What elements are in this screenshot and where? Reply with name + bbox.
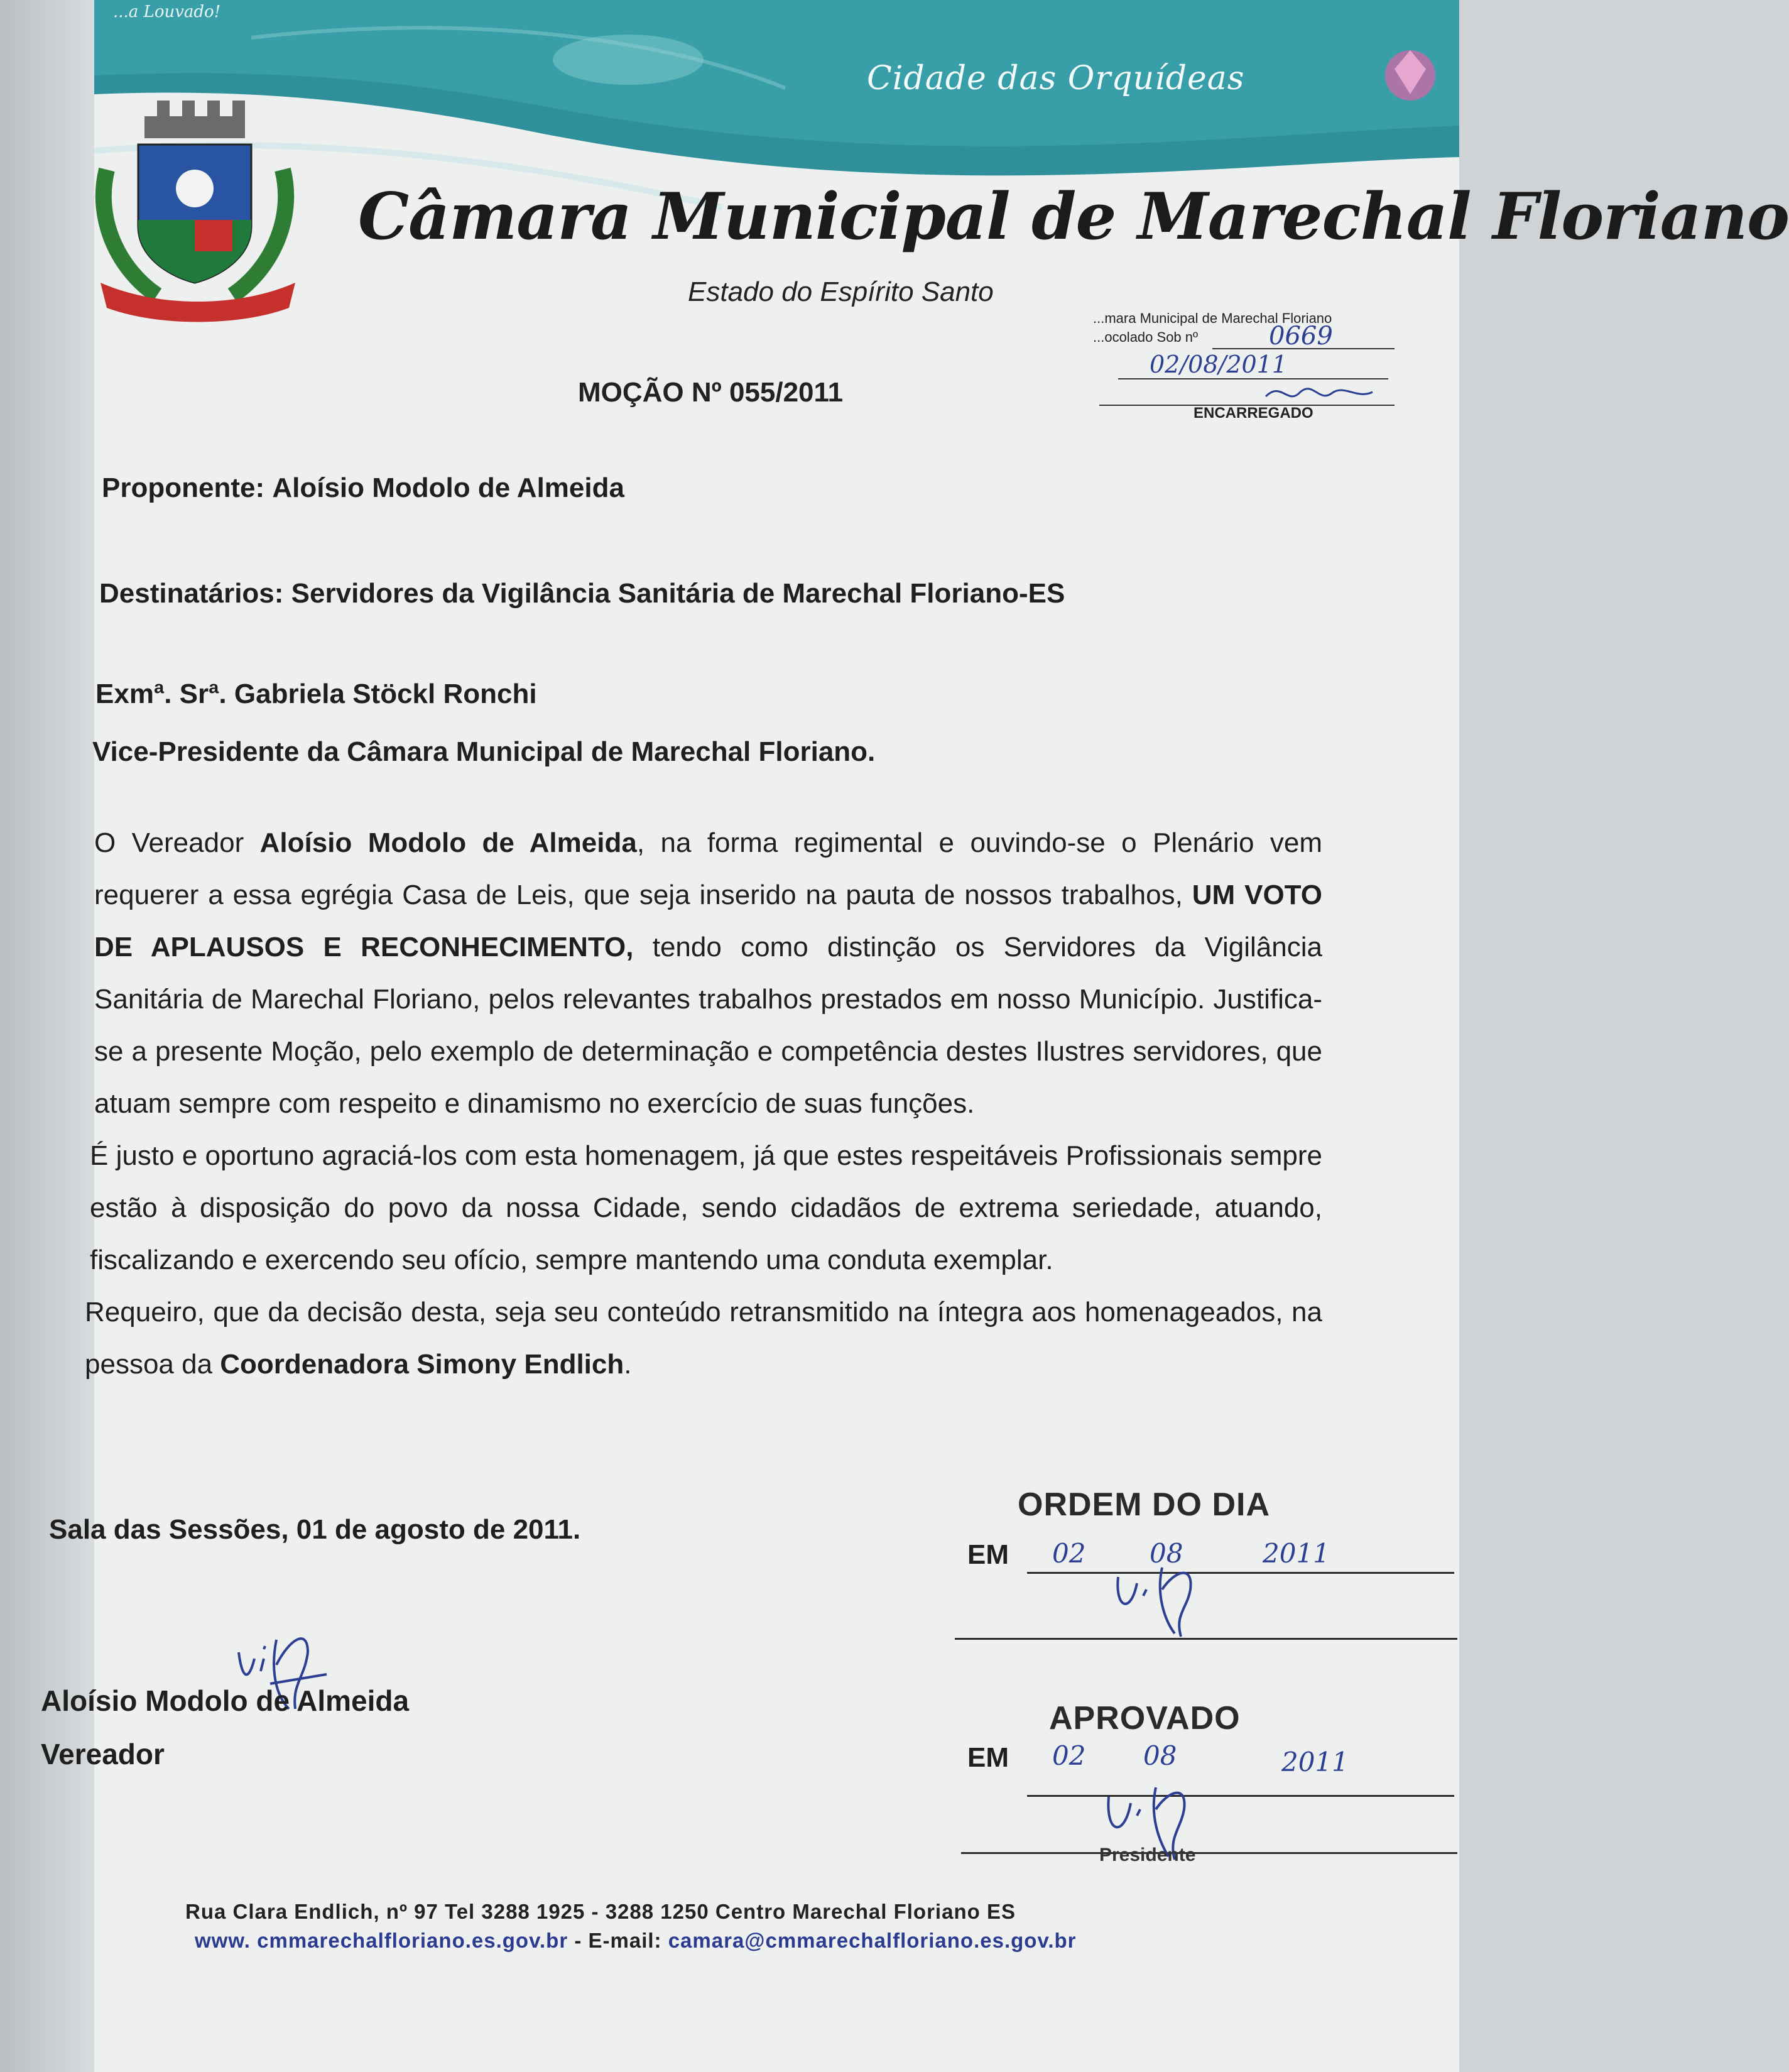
stamp-signature-icon <box>1263 381 1376 406</box>
approved-year: 2011 <box>1281 1747 1349 1777</box>
order-signature-icon <box>1112 1558 1237 1640</box>
approved-role: Presidente <box>1099 1845 1196 1865</box>
recipients-line <box>99 578 1065 609</box>
proponent-label: Proponente: <box>102 472 265 503</box>
paragraph-1: O Vereador Aloísio Modolo de Almeida, na forma regimental e ouvindo-se o Plenário vem requerer a essa egrégia Casa de Leis, que seja inserido na pauta de nossos trabalhos, UM VOTO DE APLAUSOS E RECONHECIMENTO, tendo como distinção os Servidores da Vigilância Sanitária de Marechal Floriano, pelos relevantes trabalhos prestados em nosso Município. Justifica-se a presente Moção, pelo exemplo de determinação e competência destes Ilustres servidores, que atuam sempre com respeito e dinamismo no exercício de suas funções. <box>94 827 1322 1119</box>
place-date: Sala das Sessões, 01 de agosto de 2011. <box>49 1514 581 1545</box>
document-body <box>60 817 1322 1390</box>
addressee-name: Exmª. Srª. Gabriela Stöckl Ronchi <box>95 679 537 709</box>
stamp-date-line <box>1118 378 1388 379</box>
order-title: ORDEM DO DIA <box>1018 1486 1270 1523</box>
order-month: 08 <box>1150 1538 1183 1569</box>
order-date-line <box>1027 1572 1454 1574</box>
city-slogan: Cidade das Orquídeas <box>867 60 1245 97</box>
recipients-label: Destinatários: <box>99 578 284 609</box>
coat-of-arms-icon <box>94 94 308 327</box>
footer-website[interactable]: www. cmmarechalfloriano.es.gov.br <box>195 1929 568 1952</box>
order-day: 02 <box>1052 1538 1086 1569</box>
document-title: MOÇÃO Nº 055/2011 <box>578 377 844 408</box>
signer-name: Aloísio Modolo de Almeida <box>41 1684 410 1717</box>
footer-address: Rua Clara Endlich, nº 97 Tel 3288 1925 - 3288 1250 Centro Marechal Floriano ES <box>185 1900 1016 1923</box>
order-year: 2011 <box>1263 1538 1330 1569</box>
signer-role: Vereador <box>41 1738 165 1770</box>
document-page <box>41 0 1789 2072</box>
paragraph-3: Requeiro, que da decisão desta, seja seu conteúdo retransmitido na íntegra aos homenageados, na pessoa da Coordenadora Simony Endlich. <box>85 1297 1322 1380</box>
state-name: Estado do Espírito Santo <box>688 276 994 307</box>
approved-month: 08 <box>1143 1740 1177 1771</box>
motto-fragment: ...a Louvado! <box>113 3 221 21</box>
proponent-line <box>102 472 624 504</box>
approved-title: APROVADO <box>1049 1700 1241 1737</box>
footer-contact <box>195 1929 1077 1953</box>
footer-email-separator: - E-mail: <box>568 1929 668 1952</box>
order-em-label: EM <box>967 1539 1009 1570</box>
proponent-name: Aloísio Modolo de Almeida <box>272 472 624 503</box>
stamp-line1: ...mara Municipal de Marechal Floriano <box>1093 310 1332 326</box>
recipients-value: Servidores da Vigilância Sanitária de Marechal Floriano-ES <box>291 578 1065 609</box>
addressee-role: Vice-Presidente da Câmara Municipal de Marechal Floriano. <box>92 736 876 767</box>
signer-block <box>41 1674 409 1781</box>
institution-title: Câmara Municipal de Marechal Floriano <box>358 179 1789 254</box>
approved-em-label: EM <box>967 1742 1009 1773</box>
protocol-stamp <box>1093 310 1407 423</box>
paragraph-2: É justo e oportuno agraciá-los com esta homenagem, já que estes respeitáveis Profissionais sempre estão à disposição do povo da nossa Cidade, sendo cidadãos de extrema seriedade, atuando, fiscalizando e exercendo seu ofício, sempre mantendo uma conduta exemplar. <box>90 1140 1322 1275</box>
stamp-role: ENCARREGADO <box>1194 405 1313 422</box>
stamp-line2: ...ocolado Sob nº <box>1093 329 1199 345</box>
stamp-date: 02/08/2011 <box>1150 351 1288 378</box>
stamp-number: 0669 <box>1269 322 1333 351</box>
footer-email[interactable]: camara@cmmarechalfloriano.es.gov.br <box>668 1929 1077 1952</box>
approved-date-line <box>1027 1795 1454 1797</box>
approved-day: 02 <box>1052 1740 1086 1771</box>
